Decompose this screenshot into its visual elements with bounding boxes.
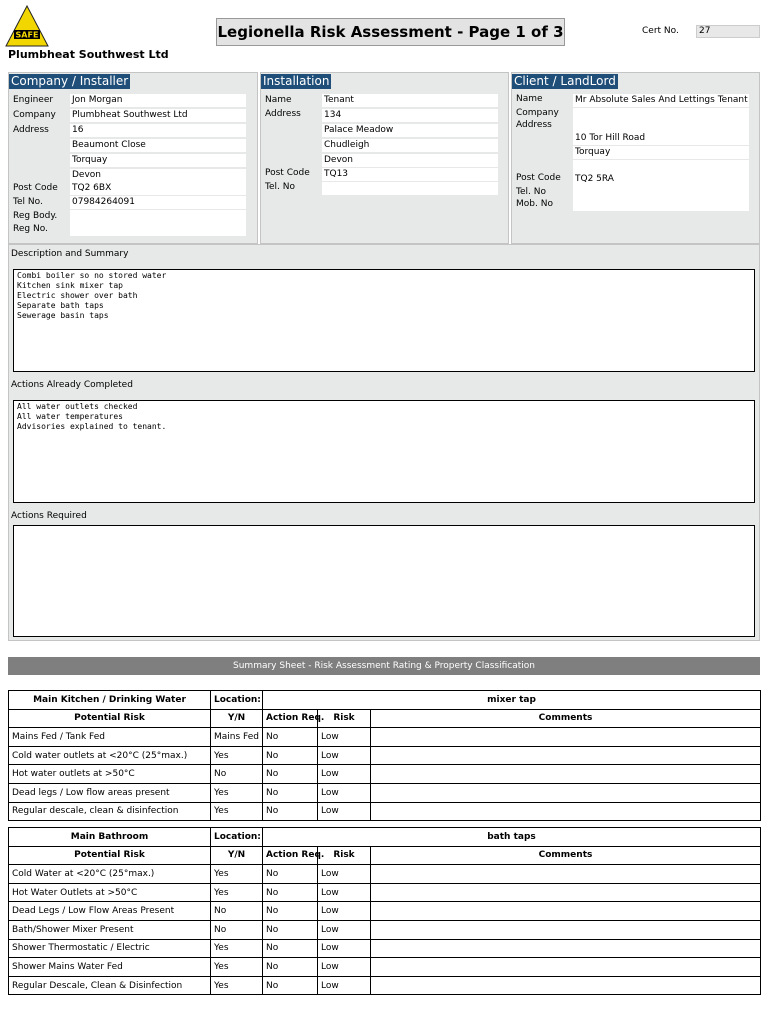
table-row	[9, 920, 761, 939]
client-address-line-2-field[interactable]: 10 Tor Hill Road	[573, 132, 749, 145]
yn-value[interactable]: Yes	[211, 865, 263, 884]
inst-address-line-2-field[interactable]: Palace Meadow	[322, 124, 498, 137]
yn-value[interactable]: Yes	[211, 958, 263, 977]
risk-item: Bath/Shower Mixer Present	[9, 920, 211, 939]
comments-field[interactable]	[371, 783, 761, 802]
notes-area	[8, 244, 760, 641]
inst-tel-row	[265, 180, 505, 194]
risk-level-value[interactable]: Low	[318, 958, 371, 977]
risk-item: Dead Legs / Low Flow Areas Present	[9, 902, 211, 921]
risk-item: Cold Water at <20°C (25°max.)	[9, 865, 211, 884]
regno-field[interactable]	[70, 223, 246, 236]
risk-level-value[interactable]: Low	[318, 728, 371, 747]
client-mob-label: Mob. No	[516, 199, 553, 209]
gas-safe-logo	[6, 6, 48, 46]
area-name: Main Kitchen / Drinking Water	[9, 691, 211, 710]
table-header-row	[9, 846, 761, 865]
client-mob-field[interactable]	[573, 198, 749, 211]
table-row	[9, 783, 761, 802]
client-postcode-label: Post Code	[516, 173, 561, 183]
inst-postcode-label: Post Code	[265, 168, 310, 178]
inst-postcode-field[interactable]: TQ13	[322, 168, 498, 181]
location-value[interactable]: mixer tap	[263, 691, 761, 710]
action-required-value[interactable]: No	[263, 746, 318, 765]
regbody-row	[13, 209, 253, 223]
tel-row	[13, 195, 253, 209]
risk-item: Regular Descale, Clean & Disinfection	[9, 976, 211, 995]
client-postcode-field[interactable]: TQ2 5RA	[573, 173, 749, 186]
address-label: Address	[13, 125, 49, 135]
action-required-value[interactable]: No	[263, 728, 318, 747]
action-required-value[interactable]: No	[263, 902, 318, 921]
client-address-line-3-field[interactable]: Torquay	[573, 146, 749, 159]
yn-value[interactable]: Yes	[211, 883, 263, 902]
risk-level-value[interactable]: Low	[318, 802, 371, 821]
installation-heading: Installation	[263, 74, 330, 88]
table-row	[9, 728, 761, 747]
company-field[interactable]: Plumbheat Southwest Ltd	[70, 109, 246, 122]
risk-item: Mains Fed / Tank Fed	[9, 728, 211, 747]
inst-postcode-row	[265, 166, 505, 180]
comments-field[interactable]	[371, 746, 761, 765]
risk-item: Cold water outlets at <20°C (25°max.)	[9, 746, 211, 765]
engineer-field[interactable]: Jon Morgan	[70, 94, 246, 107]
risk-item: Hot Water Outlets at >50°C	[9, 883, 211, 902]
summary-title-bar: Summary Sheet - Risk Assessment Rating & Property Classification	[8, 657, 760, 675]
area-name: Main Bathroom	[9, 828, 211, 847]
risk-level-value[interactable]: Low	[318, 883, 371, 902]
engineer-label: Engineer	[13, 95, 54, 105]
yn-value[interactable]: Yes	[211, 746, 263, 765]
inst-address-line-1-field[interactable]: 134	[322, 109, 498, 122]
regbody-label: Reg Body.	[13, 211, 58, 221]
col-header-yn: Y/N	[211, 709, 263, 728]
table-header-row	[9, 709, 761, 728]
installation-panel	[260, 72, 509, 244]
tel-field[interactable]: 07984264091	[70, 196, 246, 209]
action-required-value[interactable]: No	[263, 802, 318, 821]
inst-address-label: Address	[265, 109, 301, 119]
table-row	[9, 765, 761, 784]
inst-name-row	[265, 93, 505, 107]
table-row	[9, 976, 761, 995]
comments-field[interactable]	[371, 902, 761, 921]
comments-field[interactable]	[371, 802, 761, 821]
client-name-field[interactable]: Mr Absolute Sales And Lettings Tenant	[575, 95, 748, 105]
comments-field[interactable]	[371, 920, 761, 939]
postcode-field[interactable]: TQ2 6BX	[70, 182, 246, 195]
bathroom-risk-table	[8, 827, 761, 995]
client-postcode-row	[516, 171, 756, 185]
client-tel-label: Tel. No	[516, 187, 546, 197]
address-line-3-field[interactable]: Torquay	[70, 154, 246, 167]
yn-value[interactable]: Yes	[211, 783, 263, 802]
inst-address-row	[265, 107, 505, 121]
client-mob-row	[516, 197, 756, 211]
table-row	[9, 802, 761, 821]
risk-level-value[interactable]: Low	[318, 920, 371, 939]
client-panel	[511, 72, 760, 244]
client-name-row	[516, 92, 756, 106]
yn-value[interactable]: Yes	[211, 939, 263, 958]
risk-item: Dead legs / Low flow areas present	[9, 783, 211, 802]
yn-value[interactable]: No	[211, 765, 263, 784]
svg-text:SAFE: SAFE	[15, 30, 39, 40]
risk-level-value[interactable]: Low	[318, 783, 371, 802]
postcode-label: Post Code	[13, 183, 58, 193]
address-line-1-field[interactable]: 16	[70, 124, 246, 137]
required-label: Actions Required	[11, 511, 87, 521]
table-row	[9, 865, 761, 884]
col-header-risk-level: Risk	[318, 846, 371, 865]
installer-heading: Company / Installer	[11, 74, 129, 88]
installer-panel	[8, 72, 258, 244]
location-label: Location:	[211, 828, 263, 847]
col-header-comments: Comments	[371, 846, 761, 865]
table-row	[9, 958, 761, 977]
gas-safe-logo-icon	[6, 6, 48, 46]
client-address-label: Address	[516, 120, 552, 130]
yn-value[interactable]: No	[211, 902, 263, 921]
tel-label: Tel No.	[13, 197, 43, 207]
inst-address-line-3-field[interactable]: Chudleigh	[322, 139, 498, 152]
location-label: Location:	[211, 691, 263, 710]
postcode-row	[13, 181, 253, 195]
completed-label: Actions Already Completed	[11, 380, 133, 390]
col-header-action: Action Req.	[263, 846, 318, 865]
comments-field[interactable]	[371, 728, 761, 747]
address-line-2-field[interactable]: Beaumont Close	[70, 139, 246, 152]
col-header-action: Action Req.	[263, 709, 318, 728]
client-company-label: Company	[516, 108, 559, 118]
address-row	[13, 123, 253, 137]
table-area-row	[9, 828, 761, 847]
description-textarea[interactable]: Combi boiler so no stored water Kitchen sink mixer tap Electric shower over bath Separate bath taps Sewerage basin taps	[13, 269, 755, 372]
description-label: Description and Summary	[11, 249, 129, 259]
client-address-row	[516, 118, 756, 132]
action-required-value[interactable]: No	[263, 765, 318, 784]
risk-item: Hot water outlets at >50°C	[9, 765, 211, 784]
page-title: Legionella Risk Assessment - Page 1 of 3	[216, 18, 565, 46]
comments-field[interactable]	[371, 976, 761, 995]
yn-value[interactable]: Yes	[211, 802, 263, 821]
risk-item: Regular descale, clean & disinfection	[9, 802, 211, 821]
client-heading: Client / LandLord	[514, 74, 616, 88]
company-name: Plumbheat Southwest Ltd	[8, 48, 169, 61]
risk-level-value[interactable]: Low	[318, 976, 371, 995]
regno-row	[13, 222, 253, 236]
risk-level-value[interactable]: Low	[318, 865, 371, 884]
comments-field[interactable]	[371, 939, 761, 958]
completed-textarea[interactable]: All water outlets checked All water temperatures Advisories explained to tenant.	[13, 400, 755, 503]
action-required-value[interactable]: No	[263, 976, 318, 995]
engineer-row	[13, 93, 253, 107]
inst-address-line-4-field[interactable]: Devon	[322, 154, 498, 167]
inst-tel-field[interactable]	[322, 182, 498, 195]
table-area-row	[9, 691, 761, 710]
col-header-yn: Y/N	[211, 846, 263, 865]
comments-field[interactable]	[371, 883, 761, 902]
cert-label: Cert No.	[642, 26, 679, 36]
action-required-value[interactable]: No	[263, 939, 318, 958]
table-row	[9, 883, 761, 902]
col-header-comments: Comments	[371, 709, 761, 728]
required-textarea[interactable]	[13, 525, 755, 637]
kitchen-risk-table	[8, 690, 761, 821]
yn-value[interactable]: Mains Fed	[211, 728, 263, 747]
action-required-value[interactable]: No	[263, 883, 318, 902]
inst-name-label: Name	[265, 95, 292, 105]
risk-level-value[interactable]: Low	[318, 746, 371, 765]
regno-label: Reg No.	[13, 224, 48, 234]
risk-item: Shower Mains Water Fed	[9, 958, 211, 977]
table-row	[9, 902, 761, 921]
yn-value[interactable]: No	[211, 920, 263, 939]
action-required-value[interactable]: No	[263, 783, 318, 802]
action-required-value[interactable]: No	[263, 958, 318, 977]
table-row	[9, 746, 761, 765]
company-row	[13, 108, 253, 122]
risk-level-value[interactable]: Low	[318, 902, 371, 921]
table-row	[9, 939, 761, 958]
yn-value[interactable]: Yes	[211, 976, 263, 995]
comments-field[interactable]	[371, 865, 761, 884]
comments-field[interactable]	[371, 958, 761, 977]
risk-level-value[interactable]: Low	[318, 765, 371, 784]
client-name-label: Name	[516, 94, 543, 104]
company-label: Company	[13, 110, 56, 120]
risk-level-value[interactable]: Low	[318, 939, 371, 958]
col-header-risk: Potential Risk	[9, 846, 211, 865]
inst-tel-label: Tel. No	[265, 182, 295, 192]
action-required-value[interactable]: No	[263, 865, 318, 884]
location-value[interactable]: bath taps	[263, 828, 761, 847]
inst-name-field[interactable]: Tenant	[322, 94, 498, 107]
address-line-4-field[interactable]: Devon	[70, 169, 246, 182]
col-header-risk: Potential Risk	[9, 709, 211, 728]
col-header-risk-level: Risk	[318, 709, 371, 728]
cert-number-field[interactable]: 27	[696, 25, 760, 38]
action-required-value[interactable]: No	[263, 920, 318, 939]
comments-field[interactable]	[371, 765, 761, 784]
risk-item: Shower Thermostatic / Electric	[9, 939, 211, 958]
